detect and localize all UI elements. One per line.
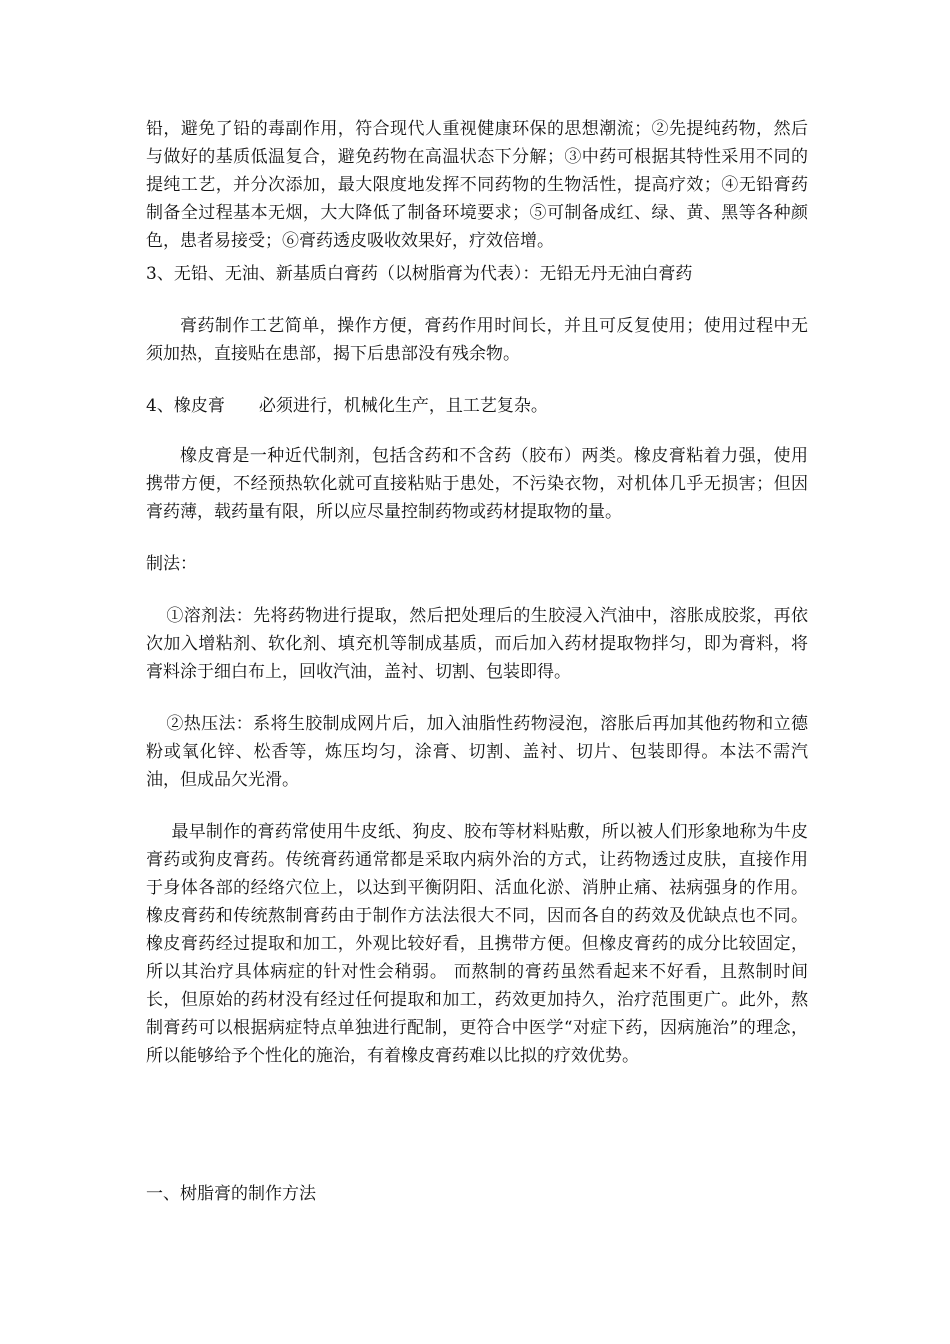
method-label: 制法：: [146, 554, 197, 574]
item-4-note: 必须进行，机械化生产，且工艺复杂。: [258, 396, 548, 416]
item-4-paragraph: 橡皮膏是一种近代制剂，包括含药和不含药（胶布）两类。橡皮膏粘着力强，使用携带方便，不经预热软化就可直接粘贴于患处，不污染衣物，对机体几乎无损害；但因膏药薄，载药量有限，所以应尽量控制药物或药材提取物的量。: [146, 446, 808, 522]
intro-paragraph: 铅，避免了铅的毒副作用，符合现代人重视健康环保的思想潮流；②先提纯药物，然后与做好的基质低温复合，避免药物在高温状态下分解；③中药可根据其特性采用不同的提纯工艺，并分次添加，最大限度地发挥不同药物的生物活性，提高疗效；④无铅膏药制备全过程基本无烟，大大降低了制备环境要求；⑤可制备成红、绿、黄、黑等各种颜色，患者易接受；⑥膏药透皮吸收效果好，疗效倍增。: [146, 119, 808, 251]
item-3-paragraph: 膏药制作工艺简单，操作方便，膏药作用时间长，并且可反复使用；使用过程中无须加热，直接贴在患部，揭下后患部没有残余物。: [146, 316, 808, 364]
method-solvent-paragraph: ①溶剂法：先将药物进行提取，然后把处理后的生胶浸入汽油中，溶胀成胶浆，再依次加入增粘剂、软化剂、填充机等制成基质，而后加入药材提取物拌匀，即为膏料，将膏料涂于细白布上，回收汽油，盖衬、切割、包装即得。: [146, 606, 808, 682]
comparison-paragraph: 最早制作的膏药常使用牛皮纸、狗皮、胶布等材料贴敷，所以被人们形象地称为牛皮膏药或狗皮膏药。传统膏药通常都是采取内病外治的方式，让药物透过皮肤，直接作用于身体各部的经络穴位上，以达到平衡阴阳、活血化淤、消肿止痛、祛病强身的作用。 橡皮膏药和传统熬制膏药由于制作方法法很大不同，因而各自的药效及优缺点也不同。橡皮膏药经过提取和加工，外观比较好看，且携带方便。但橡皮膏药的成分比较固定，所以其治疗具体病症的针对性会稍弱。 而熬制的膏药虽然看起来不好看，且熬制时间长，但原始的药材没有经过任何提取和加工，药效更加持久，治疗范围更广。此外，熬制膏药可以根据病症特点单独进行配制，更符合中医学“对症下药，因病施治”的理念，所以能够给予个性化的施治，有着橡皮膏药难以比拟的疗效优势。: [146, 822, 808, 1066]
method-hotpress-paragraph: ②热压法：系将生胶制成网片后，加入油脂性药物浸泡，溶胀后再加其他药物和立德粉或氧化锌、松香等，炼压均匀，涂膏、切割、盖衬、切片、包装即得。本法不需汽油，但成品欠光滑。: [146, 714, 808, 790]
section-heading: 一、树脂膏的制作方法: [146, 1184, 316, 1204]
item-4-title: 4、橡皮膏: [146, 396, 225, 416]
item-3-heading: 3、无铅、无油、新基质白膏药（以树脂膏为代表）：无铅无丹无油白膏药: [146, 264, 693, 284]
item-4-heading: [146, 392, 548, 420]
